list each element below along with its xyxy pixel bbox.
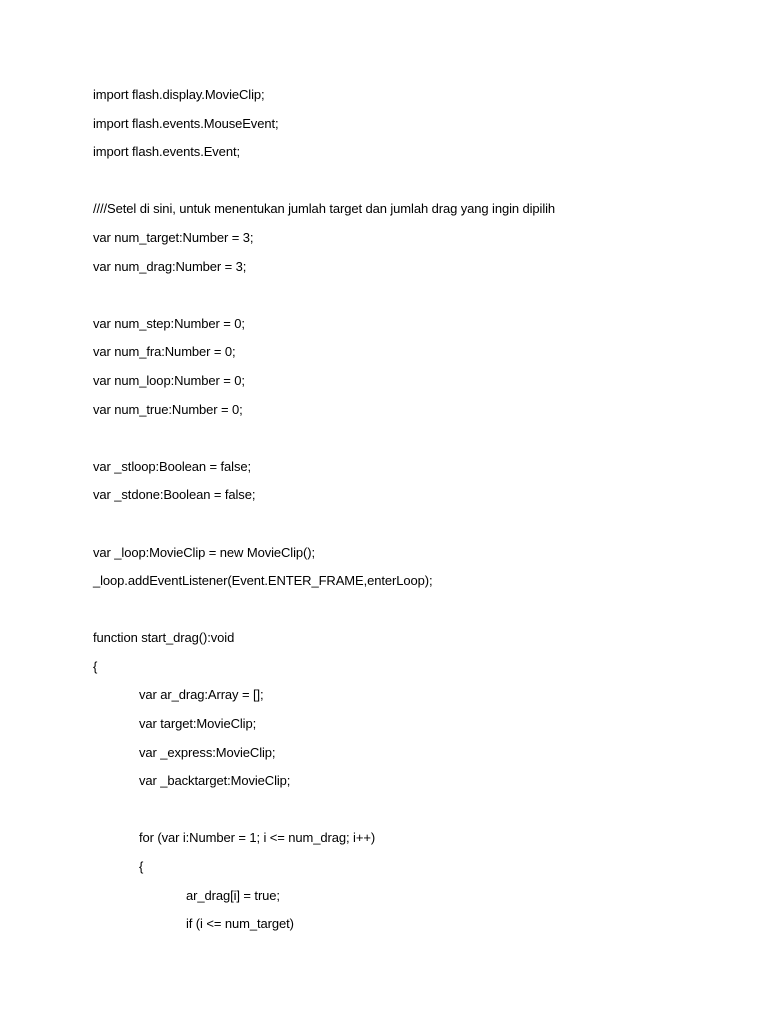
code-line: if (i <= num_target) xyxy=(186,916,294,932)
code-line: { xyxy=(93,658,98,674)
comment-line: ////Setel di sini, untuk menentukan jumlah target dan jumlah drag yang ingin dipilih xyxy=(93,201,556,217)
blank-line xyxy=(93,515,733,544)
code-line: var num_true:Number = 0; xyxy=(93,401,243,417)
code-line: for (var i:Number = 1; i <= num_drag; i++) xyxy=(139,830,376,846)
code-line: var num_fra:Number = 0; xyxy=(93,344,236,360)
code-line: import flash.display.MovieClip; xyxy=(93,87,265,102)
code-line: var target:MovieClip; xyxy=(139,716,257,732)
blank-line xyxy=(93,601,733,630)
code-block xyxy=(93,86,733,944)
code-line: var _stloop:Boolean = false; xyxy=(93,458,251,474)
blank-line xyxy=(93,172,733,201)
code-line: import flash.events.Event; xyxy=(93,144,240,160)
code-line: var num_drag:Number = 3; xyxy=(93,258,247,274)
code-line: var _stdone:Boolean = false; xyxy=(93,487,256,503)
code-line: ar_drag[i] = true; xyxy=(186,887,280,903)
blank-line xyxy=(93,429,733,458)
code-line: import flash.events.MouseEvent; xyxy=(93,115,279,131)
code-line: var _loop:MovieClip = new MovieClip(); xyxy=(93,544,315,560)
code-line: var _backtarget:MovieClip; xyxy=(139,773,291,789)
code-line: { xyxy=(139,859,144,875)
blank-line xyxy=(93,801,733,830)
code-line: var num_step:Number = 0; xyxy=(93,315,245,331)
blank-line xyxy=(93,286,733,315)
code-line: var ar_drag:Array = []; xyxy=(139,687,264,703)
code-line: var num_target:Number = 3; xyxy=(93,229,254,245)
code-line: var _express:MovieClip; xyxy=(139,744,276,760)
code-line: _loop.addEventListener(Event.ENTER_FRAME,enterLoop); xyxy=(93,573,433,589)
code-line: function start_drag():void xyxy=(93,630,235,646)
code-line: var num_loop:Number = 0; xyxy=(93,372,245,388)
